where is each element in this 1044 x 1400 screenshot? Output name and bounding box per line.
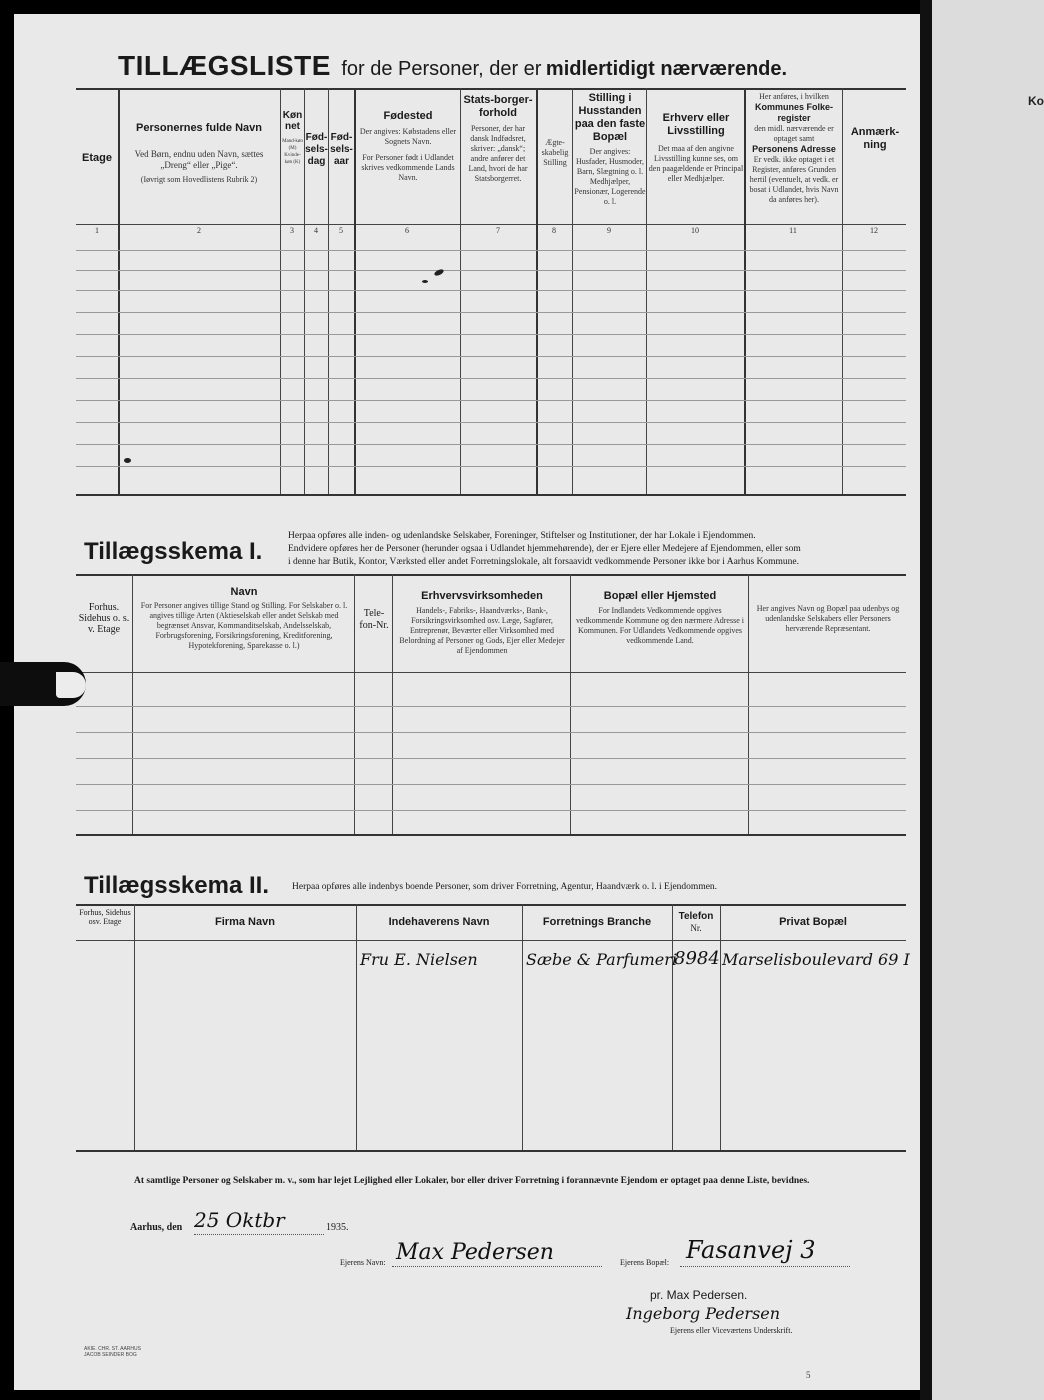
binding-tab-highlight <box>56 672 86 698</box>
skema1-col-bopael <box>574 590 746 646</box>
skema2-col-firma: Firma Navn <box>215 916 275 928</box>
skema1-row-rule <box>76 784 906 785</box>
main-row-rule <box>76 444 906 445</box>
date-line <box>194 1234 324 1235</box>
printer-mark <box>84 1346 141 1358</box>
col-number: 12 <box>870 226 878 235</box>
skema2-col-divider <box>134 904 135 1150</box>
skema1-col-bopael-sub: For Indlandets Vedkommende opgives vedkommende Kommune og den nærmere Adresse i Kommunen. For Udlandets Vedkommende opgives vedkommende Land. <box>576 606 744 645</box>
skema1-col-erhverv-sub: Handels-, Fabriks-, Haandværks-, Bank-, Forsikringsvirksomhed osv. Læge, Sagfører, Entreprenør, Beværter eller Virksomhed med Belordning af Personer og Gods, Ejer eller Medejer af Ejendommen <box>399 606 565 655</box>
skema1-bottom <box>76 834 906 836</box>
skema2-col-telefon-title: Telefon <box>678 911 714 922</box>
skema2-col-divider <box>356 904 357 1150</box>
main-title <box>118 50 898 82</box>
col-foedselsaar-title: Fød-sels-aar <box>330 132 353 167</box>
col-number: 2 <box>197 226 201 235</box>
main-row-rule <box>76 356 906 357</box>
main-col-divider <box>646 88 647 494</box>
signer-handwritten: Ingeborg Pedersen <box>626 1304 781 1323</box>
main-row-rule <box>76 334 906 335</box>
form-page <box>14 14 920 1390</box>
col-foedested-sub2: For Personer født i Udlandet skrives vedkommende Lands Navn. <box>361 153 455 182</box>
skema1-col-divider <box>354 574 355 834</box>
main-col-divider <box>354 88 356 494</box>
col-erhverv-header <box>648 112 744 184</box>
skema1-col-navn-title: Navn <box>230 586 258 598</box>
main-col-divider <box>460 88 461 494</box>
skema1-col-divider <box>132 574 133 834</box>
col-folkeregister-header <box>746 92 842 205</box>
skema2-title: Tillægsskema II. <box>84 872 269 899</box>
col-number: 3 <box>290 226 294 235</box>
main-header-bottom <box>76 224 906 225</box>
skema2-row-bopael: Marselisboulevard 69 I <box>722 950 910 969</box>
col-number: 11 <box>789 226 797 235</box>
signature-label: Ejerens eller Viceværtens Underskrift. <box>670 1326 793 1335</box>
skema2-col-telefon-sub: Nr. <box>690 923 702 933</box>
skema1-col-erhverv-title: Erhvervsvirksomheden <box>421 590 543 602</box>
skema1-col-divider <box>570 574 571 834</box>
col-koen-sub: Mand-køn (M) Kvinde-køn (K) <box>282 139 303 165</box>
main-row-rule <box>76 250 906 251</box>
skema2-row-indehaver: Fru E. Nielsen <box>360 950 478 969</box>
skema1-col-telefon: Tele-fon-Nr. <box>359 608 389 631</box>
col-foedested-title: Fødested <box>383 110 433 122</box>
col-statsborger-title: Stats-borger-forhold <box>463 94 533 119</box>
date-handwritten: 25 Oktbr <box>194 1208 285 1232</box>
col-erhverv-sub: Det maa af den angivne Livsstilling kunne ses, om den paagældende er Principal eller Medhjælper. <box>648 144 744 183</box>
owner-name-line <box>392 1266 602 1267</box>
declaration-text: At samtlige Personer og Selskaber m. v., som har lejet Lejlighed eller Lokaler, bor eller driver Forretning i forannævnte Ejendom er optaget paa denne Liste, bevidnes. <box>134 1176 810 1186</box>
col-stilling-header <box>574 92 646 207</box>
main-col-divider <box>842 88 843 494</box>
skema1-col-navn <box>136 586 352 651</box>
col-number: 8 <box>552 226 556 235</box>
facing-page-text: Ko <box>1028 94 1044 108</box>
col-number: 7 <box>496 226 500 235</box>
main-table-bottom <box>76 494 906 496</box>
skema1-title: Tillægsskema I. <box>84 538 263 565</box>
skema2-col-branche: Forretnings Branche <box>542 916 652 928</box>
owner-addr-line <box>680 1266 850 1267</box>
skema1-header-bottom <box>76 672 906 673</box>
owner-name-handwritten: Max Pedersen <box>396 1240 554 1265</box>
skema2-col-divider <box>672 904 673 1150</box>
col-foedselsdag-title: Fød-sels-dag <box>305 132 328 167</box>
col-anmaerkning-title: Anmærk-ning <box>850 126 900 151</box>
skema2-bottom <box>76 1150 906 1152</box>
main-row-rule <box>76 270 906 271</box>
skema2-col-divider <box>522 904 523 1150</box>
col-number: 6 <box>405 226 409 235</box>
skema2-intro: Herpaa opføres alle indenbys boende Personer, som driver Forretning, Agentur, Haandværk o. l. i Ejendommen. <box>292 882 718 892</box>
skema1-row-rule <box>76 732 906 733</box>
col-number: 1 <box>95 226 99 235</box>
col-navn-title: Personernes fulde Navn <box>136 122 262 134</box>
col-navn-sub2: (Iøvrigt som Hovedlistens Rubrik 2) <box>140 175 258 184</box>
main-col-divider <box>572 88 573 494</box>
skema2-header-bottom <box>76 940 906 941</box>
skema1-top <box>76 574 906 576</box>
skema1-row-rule <box>76 706 906 707</box>
title-rest: for de Personer, der er <box>341 58 542 80</box>
ink-blot <box>422 280 428 283</box>
col-navn-sub: Ved Børn, endnu uden Navn, sættes „Dreng“ eller „Pige“. <box>134 149 264 170</box>
col-number: 10 <box>691 226 699 235</box>
col-number: 9 <box>607 226 611 235</box>
col-stilling-title: Stilling i Husstanden paa den faste Bopæl <box>574 92 646 143</box>
owner-name-label: Ejerens Navn: <box>340 1258 386 1267</box>
skema1-col-etage: Forhus. Sidehus o. s. v. Etage <box>78 602 130 635</box>
col-statsborger-header <box>462 94 534 184</box>
page-mark: 5 <box>806 1370 811 1380</box>
skema1-intro-line: Herpaa opføres alle inden- og udenlandske Selskaber, Foreninger, Stiftelser og Institutioner, der har Lokale i Ejendommen. <box>288 531 756 541</box>
skema1-row-rule <box>76 758 906 759</box>
col-koen-header <box>281 110 304 166</box>
title-big: TILLÆGSLISTE <box>118 50 331 81</box>
skema2-col-indehaver: Indehaverens Navn <box>388 916 490 928</box>
col-etage-title: Etage <box>82 152 112 164</box>
col-folkeregister-sub: den midl. nærværende er optaget samt <box>754 124 834 143</box>
skema1-intro-line: i denne har Butik, Kontor, Værksted eller andet Forretningslokale, alt forsaavidt vedkommende Personer ikke bor i Aarhus Kommune. <box>288 557 800 567</box>
col-navn-header <box>120 122 278 185</box>
col-aegteskab-sub: Ægte-skabelig Stilling <box>541 138 569 167</box>
main-table-top <box>76 88 906 90</box>
col-statsborger-sub: Personer, der har dansk Indfødsret, skriver: „dansk“; andre anfører det Land, hvori de har Statsborgerret. <box>468 124 528 183</box>
main-row-rule <box>76 466 906 467</box>
place-label: Aarhus, den <box>130 1222 183 1233</box>
skema2-col-privat-bopael: Privat Bopæl <box>779 916 847 928</box>
skema1-col-navn-sub: For Personer angives tillige Stand og Stilling. For Selskaber o. l. angives tillige Arten (Aktieselskab eller andet Selskab med begrænset Ansvar, Kommanditselskab, Andelsselskab, Forbrugsforening, Forsikringsforening, Kreditforening, Hypotekforening, Sparekasse o. l.) <box>140 601 348 650</box>
skema1-col-divider <box>392 574 393 834</box>
skema2-col-etage: Forhus, Sidehus osv. Etage <box>79 908 131 926</box>
ink-blot <box>124 458 131 463</box>
col-folkeregister-title: Kommunes Folke-register <box>754 102 833 123</box>
year-text: 1935. <box>326 1222 349 1233</box>
skema1-col-bopael-title: Bopæl eller Hjemsted <box>603 590 717 602</box>
skema2-col-divider <box>720 904 721 1150</box>
main-row-rule <box>76 290 906 291</box>
col-number: 4 <box>314 226 318 235</box>
col-folkeregister-pre: Her anføres, i hvilken <box>759 92 829 101</box>
owner-addr-label: Ejerens Bopæl: <box>620 1258 670 1267</box>
printer-mark-line: AKIE. CHR. ST. AARHUS <box>84 1346 141 1352</box>
skema2-top <box>76 904 906 906</box>
skema1-col-divider <box>748 574 749 834</box>
col-folkeregister-title2: Personens Adresse <box>752 144 836 154</box>
col-koen-title: Kønnet <box>282 110 303 132</box>
book-spine <box>920 0 932 1400</box>
title-bold: midlertidigt nærværende. <box>545 58 788 80</box>
col-foedested-sub: Der angives: Købstadens eller Sognets Navn. <box>359 127 457 146</box>
main-row-rule <box>76 312 906 313</box>
col-number: 5 <box>339 226 343 235</box>
col-stilling-sub: Der angives: Husfader, Husmoder, Barn, Slægtning o. l. Medhjælper, Pensionær, Logerende o. l. <box>574 147 646 206</box>
col-foedested-header <box>358 110 458 183</box>
skema2-row-branche: Sæbe & Parfumeri <box>526 950 677 969</box>
main-row-rule <box>76 400 906 401</box>
pr-stamp: pr. Max Pedersen. <box>650 1288 748 1302</box>
skema1-col-erhverv <box>396 590 568 656</box>
col-erhverv-title: Erhverv eller Livsstilling <box>662 112 730 137</box>
skema1-col-repraesentant: Her angives Navn og Bopæl paa udenbys og udenlandske Selskabers eller Personers herværende Repræsentant. <box>756 604 900 633</box>
skema2-row-telefon: 8984 <box>674 948 720 969</box>
skema1-intro-line: Endvidere opføres her de Personer (herunder ogsaa i Udlandet hjemmehørende), der er Ejere eller Medejere af Ejendommen, eller som <box>288 544 801 554</box>
skema1-row-rule <box>76 810 906 811</box>
owner-addr-handwritten: Fasanvej 3 <box>686 1236 816 1264</box>
main-row-rule <box>76 378 906 379</box>
printer-mark-line: JACOB SEINDER BOG <box>84 1352 137 1358</box>
skema1-intro <box>288 530 908 569</box>
main-row-rule <box>76 422 906 423</box>
col-folkeregister-sub2: Er vedk. ikke optaget i et Register, anføres Grunden hertil (eventuelt, at vedk. er bosat i Udlandet, hvis Navn da anføres her). <box>749 155 839 204</box>
facing-page <box>932 0 1044 1400</box>
skema2-col-telefon <box>672 910 720 933</box>
